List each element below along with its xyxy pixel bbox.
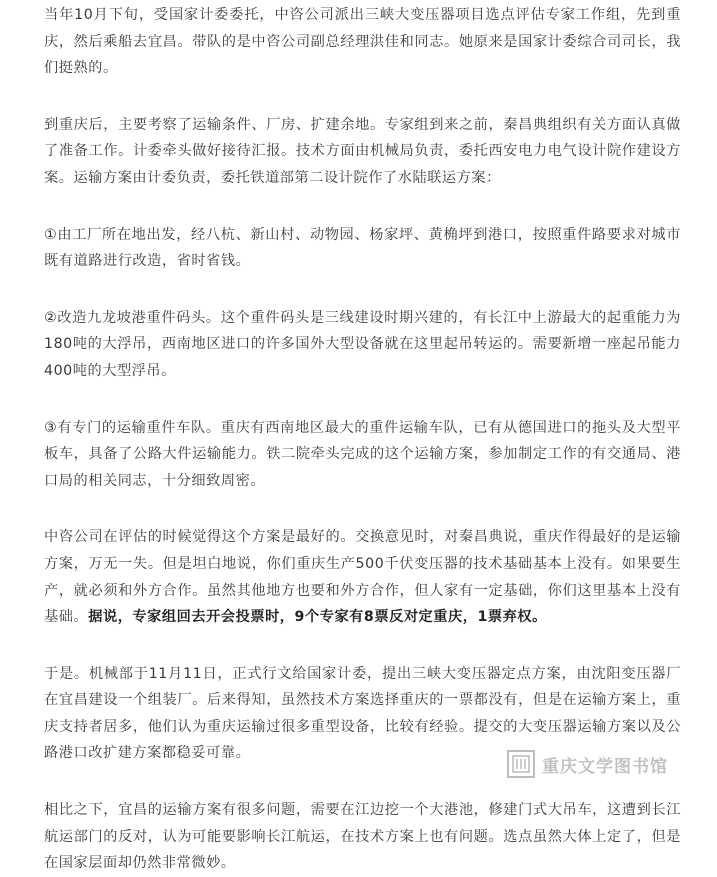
paragraph-7: 于是。机械部于11月11日，正式行文给国家计委，提出三峡大变压器定点方案，由沈阳变压器厂在宜昌建设一个组装厂。后来得知，虽然技术方案选择重庆的一票都没有，但是在运输方案上，重庆支持者居多，他们认为重庆运输过很多重型设备，比较有经验。提交的大变压器运输方案以及公路港口改扩建方案都稳妥可靠。 (44, 665, 681, 762)
paragraph-5: ③有专门的运输重件车队。重庆有西南地区最大的重件运输车队，已有从德国进口的拖头及大型平板车，具备了公路大件运输能力。铁二院牵头完成的这个运输方案，参加制定工作的有交通局、港口局的相关同志，十分细致周密。 (44, 419, 681, 489)
paragraph-4: ②改造九龙坡港重件码头。这个重件码头是三线建设时期兴建的，有长江中上游最大的起重能力为180吨的大浮吊，西南地区进口的许多国外大型设备就在这里起吊转运的。需要新增一座起吊能力400吨的大型浮吊。 (44, 309, 681, 379)
paragraph-6-bold-text: 据说，专家组回去开会投票时，9个专家有8票反对定重庆，1票弃权。 (88, 609, 547, 626)
paragraph-6 (44, 524, 681, 630)
library-logo-icon (506, 749, 536, 779)
paragraph-1: 当年10月下旬，受国家计委委托，中咨公司派出三峡大变压器项目选点评估专家工作组，先到重庆，然后乘船去宜昌。带队的是中咨公司副总经理洪佳和同志。她原来是国家计委综合司司长，我们挺熟的。 (44, 7, 681, 77)
paragraph-8: 相比之下，宜昌的运输方案有很多问题，需要在江边挖一个大港池，修建门式大吊车，这遭到长江航运部门的反对，认为可能要影响长江航运，在技术方案上也有问题。选点虽然大体上定了，但是在国家层面却仍然非常微妙。 (44, 802, 681, 872)
watermark (506, 749, 668, 779)
paragraph-2: 到重庆后，主要考察了运输条件、厂房、扩建余地。专家组到来之前，秦昌典组织有关方面认真做了准备工作。计委牵头做好接待汇报。技术方面由机械局负责，委托西安电力电气设计院作建设方案。运输方案由计委负责，委托铁道部第二设计院作了水陆联运方案： (44, 116, 681, 186)
paragraph-6-text: 中咨公司在评估的时候觉得这个方案是最好的。交换意见时，对秦昌典说，重庆作得最好的是运输方案，万无一失。但是坦白地说，你们重庆生产500千伏变压器的技术基础基本上没有。如果要生产，就必须和外方合作。虽然其他地方也要和外方合作，但人家有一定基础，你们这里基本上没有基础。 (44, 529, 681, 626)
watermark-text: 重庆文学图书馆 (542, 756, 668, 777)
paragraph-3: ①由工厂所在地出发，经八杭、新山村、动物园、杨家坪、黄桷坪到港口，按照重件路要求对城市既有道路进行改造，省时省钱。 (44, 226, 681, 270)
